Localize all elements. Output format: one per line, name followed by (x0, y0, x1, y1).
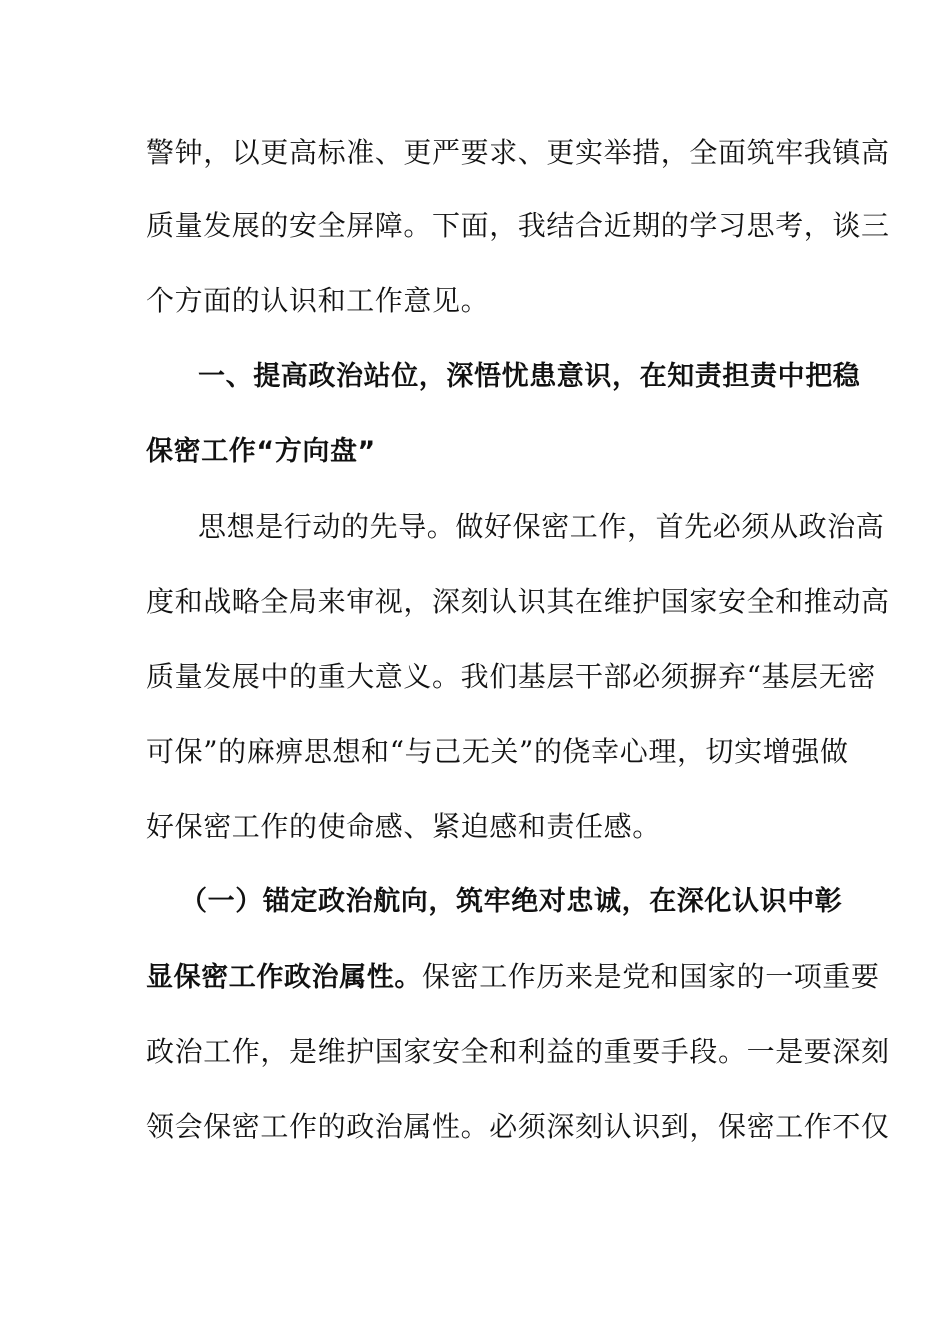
body-line-3: 个方面的认识和工作意见。 (146, 284, 490, 317)
body-line-11: 领会保密工作的政治属性。必须深刻认识到，保密工作不仅 (146, 1110, 890, 1143)
body-line-10: 政治工作，是维护国家安全和利益的重要手段。一是要深刻 (146, 1035, 890, 1068)
body-line-1: 警钟，以更高标准、更严要求、更实举措，全面筑牢我镇高 (146, 136, 890, 169)
subsection-heading-line-1: （一）锚定政治航向，筑牢绝对忠诚，在深化认识中彰 (180, 886, 843, 917)
body-line-4: 思想是行动的先导。做好保密工作，首先必须从政治高 (198, 510, 885, 543)
body-line-6: 质量发展中的重大意义。我们基层干部必须摒弃“基层无密 (146, 660, 876, 693)
body-line-5: 度和战略全局来审视，深刻认识其在维护国家安全和推动高 (146, 585, 890, 618)
section-heading-line-2: 保密工作“方向盘” (146, 436, 376, 467)
section-heading-line-1: 一、提高政治站位，深悟忧患意识，在知责担责中把稳 (198, 361, 861, 392)
body-line-2: 质量发展的安全屏障。下面，我结合近期的学习思考，谈三 (146, 209, 890, 242)
subsection-mixed-line (146, 957, 880, 998)
body-line-8: 好保密工作的使命感、紧迫感和责任感。 (146, 810, 661, 843)
body-line-9: 保密工作历来是党和国家的一项重要 (422, 960, 880, 993)
body-line-7: 可保”的麻痹思想和“与己无关”的侥幸心理，切实增强做 (146, 735, 849, 768)
subsection-heading-line-2: 显保密工作政治属性。 (146, 962, 422, 993)
